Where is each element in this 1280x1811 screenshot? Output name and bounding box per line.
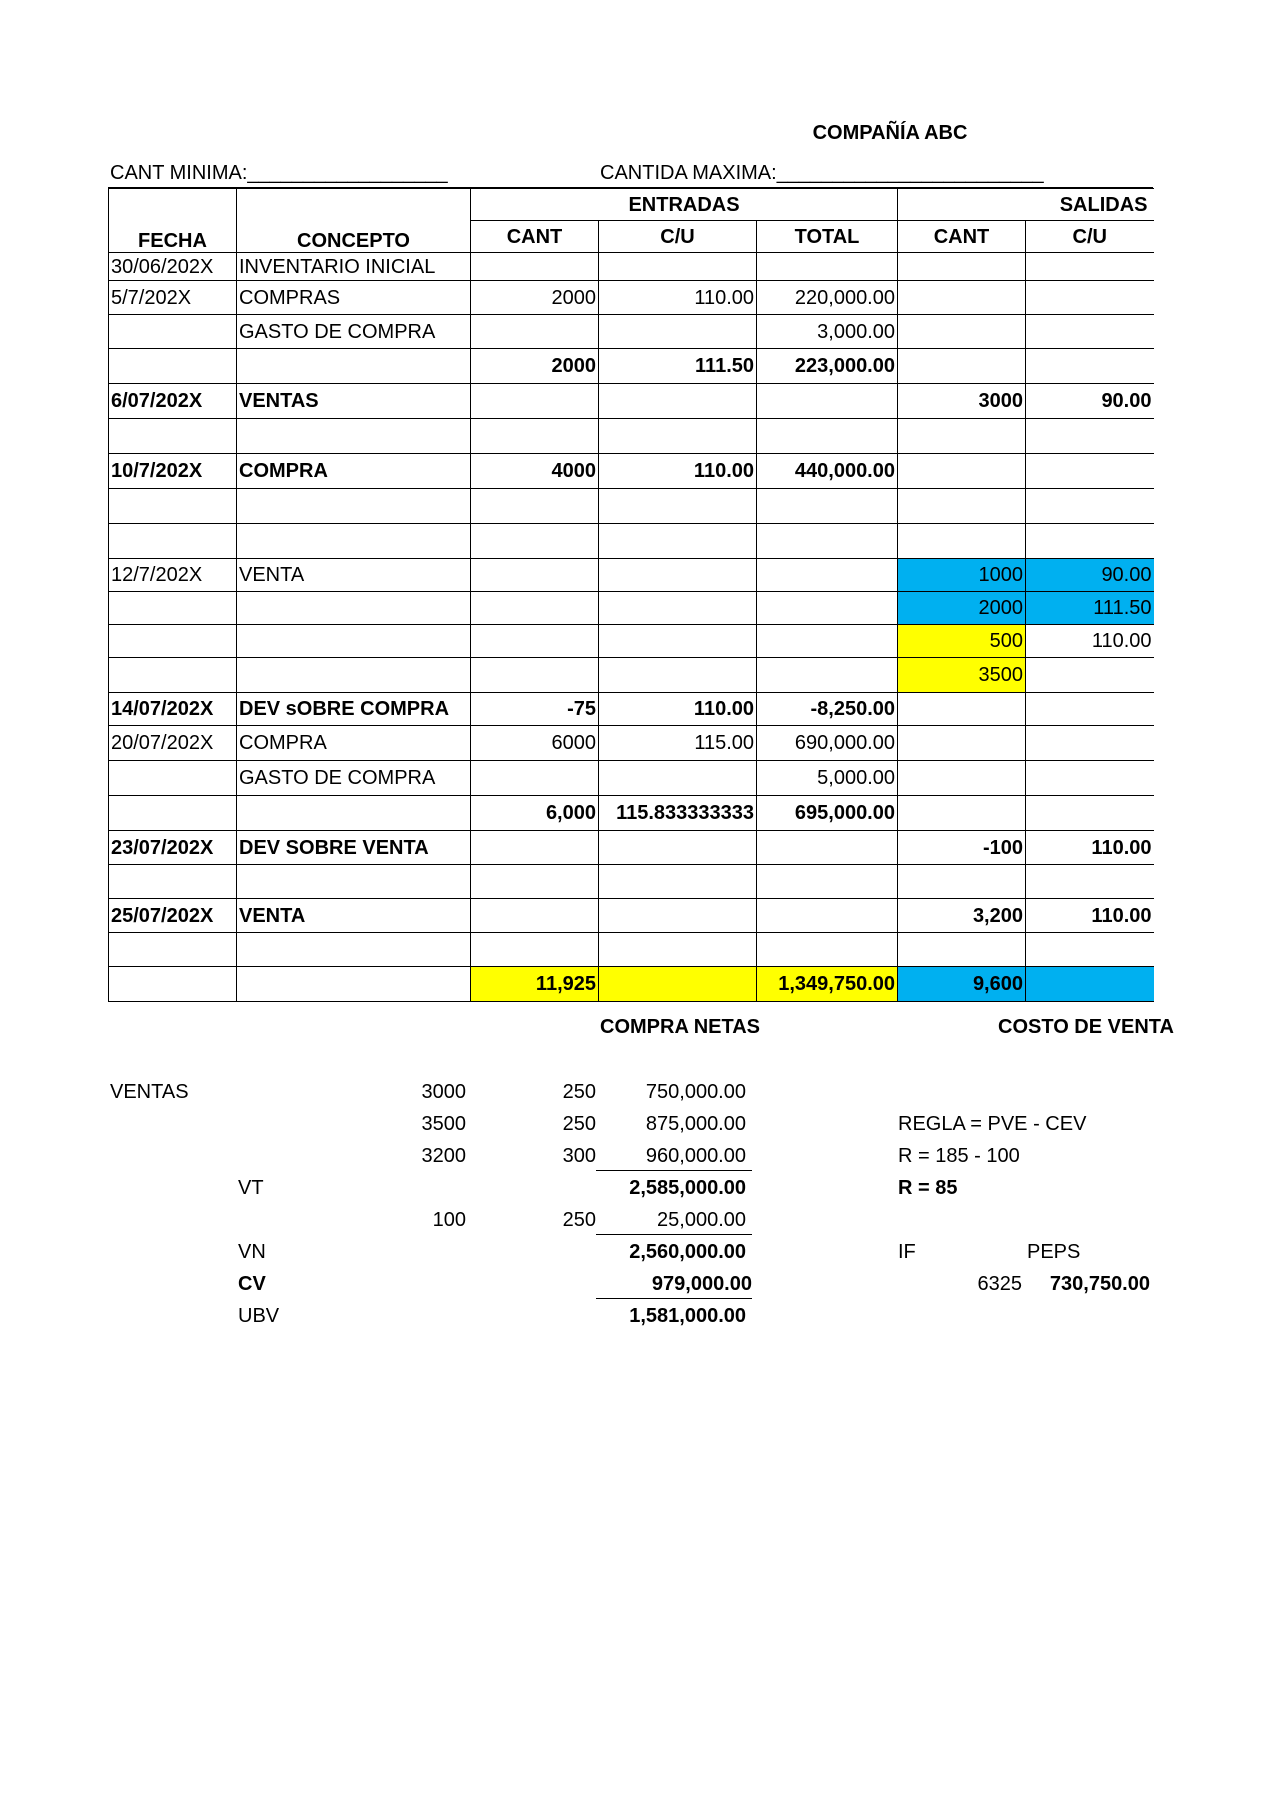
cell-concepto [237, 489, 471, 524]
cell-salidas-cu [1026, 419, 1154, 454]
cell-entradas-total: 220,000.00 [757, 281, 898, 315]
cell-salidas-cu [1026, 489, 1154, 524]
cell-entradas-cu: 115.833333333 [599, 796, 757, 831]
cell-entradas-total [757, 253, 898, 281]
cell-entradas-total [757, 625, 898, 658]
table-row [109, 967, 1154, 1002]
cell-entradas-total: 1,349,750.00 [757, 967, 898, 1002]
dev-total: 25,000.00 [657, 1209, 746, 1231]
cell-entradas-cant: 6,000 [471, 796, 599, 831]
cell-entradas-cu [599, 625, 757, 658]
cell-salidas-cu [1026, 658, 1154, 693]
cell-entradas-cu [599, 865, 757, 899]
cell-salidas-cu [1026, 349, 1154, 384]
cell-entradas-cu [599, 761, 757, 796]
cell-salidas-cant [898, 693, 1026, 726]
cell-entradas-cu [599, 315, 757, 349]
ventas-label: VENTAS [110, 1081, 189, 1103]
cell-entradas-cant [471, 592, 599, 625]
table-row [109, 524, 1154, 559]
cell-concepto: VENTAS [237, 384, 471, 419]
table-row [109, 726, 1154, 761]
table-row [109, 559, 1154, 592]
cell-entradas-cu [599, 831, 757, 865]
cell-fecha: 14/07/202X [109, 693, 237, 726]
table-row [109, 933, 1154, 967]
cell-fecha: 10/7/202X [109, 454, 237, 489]
cell-entradas-cant [471, 489, 599, 524]
cell-entradas-total [757, 559, 898, 592]
cell-concepto: DEV SOBRE VENTA [237, 831, 471, 865]
cell-fecha: 5/7/202X [109, 281, 237, 315]
table-row [109, 489, 1154, 524]
header-entradas-total: TOTAL [757, 221, 898, 253]
cell-entradas-cu: 110.00 [599, 454, 757, 489]
sum-underline-3 [596, 1298, 752, 1299]
cell-entradas-cant [471, 253, 599, 281]
cell-concepto [237, 796, 471, 831]
cell-entradas-cant [471, 761, 599, 796]
header-fecha: FECHA [109, 189, 237, 253]
cell-salidas-cu [1026, 315, 1154, 349]
header-entradas-cu: C/U [599, 221, 757, 253]
table-row [109, 899, 1154, 933]
cell-entradas-cant [471, 831, 599, 865]
cell-entradas-cant [471, 384, 599, 419]
cell-fecha: 6/07/202X [109, 384, 237, 419]
regla-line-3: R = 85 [898, 1177, 958, 1199]
cell-entradas-total [757, 384, 898, 419]
cell-fecha [109, 625, 237, 658]
cell-entradas-cu: 111.50 [599, 349, 757, 384]
cell-entradas-cu [599, 658, 757, 693]
cell-concepto [237, 625, 471, 658]
cell-concepto [237, 967, 471, 1002]
cell-concepto [237, 349, 471, 384]
cell-fecha: 20/07/202X [109, 726, 237, 761]
table-row [109, 384, 1154, 419]
cell-entradas-total [757, 899, 898, 933]
cell-concepto: GASTO DE COMPRA [237, 315, 471, 349]
cell-salidas-cant: 9,600 [898, 967, 1026, 1002]
cell-salidas-cu [1026, 454, 1154, 489]
ubv-total: 1,581,000.00 [629, 1305, 746, 1327]
vn-total: 2,560,000.00 [629, 1241, 746, 1263]
regla-line-2: R = 185 - 100 [898, 1145, 1020, 1167]
vt-label: VT [238, 1177, 264, 1199]
cell-concepto: COMPRAS [237, 281, 471, 315]
cell-salidas-cant [898, 419, 1026, 454]
cell-salidas-cu [1026, 761, 1154, 796]
cell-concepto [237, 419, 471, 454]
cell-fecha [109, 658, 237, 693]
cell-fecha: 12/7/202X [109, 559, 237, 592]
cell-salidas-cant [898, 796, 1026, 831]
cell-entradas-cu [599, 592, 757, 625]
header-salidas-cant: CANT [898, 221, 1026, 253]
cell-entradas-cu: 115.00 [599, 726, 757, 761]
cell-salidas-cu [1026, 796, 1154, 831]
cell-concepto: DEV sOBRE COMPRA [237, 693, 471, 726]
ventas-price-1: 250 [562, 1081, 596, 1103]
cell-fecha: 23/07/202X [109, 831, 237, 865]
cell-concepto [237, 658, 471, 693]
cell-entradas-cu [599, 489, 757, 524]
cell-entradas-cu [599, 899, 757, 933]
cantidad-maxima-field: CANTIDA MAXIMA:________________________ [600, 162, 1044, 184]
if-qty: 6325 [977, 1273, 1022, 1295]
cell-entradas-cu [599, 384, 757, 419]
cv-total: 979,000.00 [651, 1273, 752, 1295]
cell-entradas-cant: 4000 [471, 454, 599, 489]
cell-entradas-cant [471, 899, 599, 933]
cell-entradas-total [757, 658, 898, 693]
ventas-total-2: 875,000.00 [645, 1113, 746, 1135]
vn-label: VN [238, 1241, 266, 1263]
cell-salidas-cant: 3500 [898, 658, 1026, 693]
ventas-price-3: 300 [562, 1145, 596, 1167]
table-row [109, 761, 1154, 796]
cell-fecha [109, 489, 237, 524]
table-row [109, 796, 1154, 831]
cell-concepto: INVENTARIO INICIAL [237, 253, 471, 281]
sum-underline-2 [596, 1234, 752, 1235]
cell-salidas-cu: 110.00 [1026, 831, 1154, 865]
cell-entradas-total [757, 524, 898, 559]
sum-underline-1 [596, 1170, 752, 1171]
cell-fecha [109, 524, 237, 559]
table-row [109, 865, 1154, 899]
cell-salidas-cu [1026, 693, 1154, 726]
cell-salidas-cant [898, 524, 1026, 559]
table-row [109, 625, 1154, 658]
regla-line-1: REGLA = PVE - CEV [898, 1113, 1087, 1135]
cell-entradas-cu: 110.00 [599, 281, 757, 315]
cell-fecha [109, 592, 237, 625]
vt-total: 2,585,000.00 [629, 1177, 746, 1199]
dev-qty: 100 [432, 1209, 466, 1231]
cell-entradas-total: -8,250.00 [757, 693, 898, 726]
cell-entradas-cu [599, 524, 757, 559]
cell-salidas-cant: 1000 [898, 559, 1026, 592]
cell-entradas-cu: 110.00 [599, 693, 757, 726]
cell-entradas-cant [471, 865, 599, 899]
cell-entradas-cant [471, 524, 599, 559]
cell-entradas-total: 695,000.00 [757, 796, 898, 831]
cell-entradas-total: 690,000.00 [757, 726, 898, 761]
cell-fecha [109, 933, 237, 967]
peps-label: PEPS [1027, 1241, 1081, 1263]
table-row [109, 658, 1154, 693]
cell-fecha [109, 419, 237, 454]
cell-salidas-cu: 90.00 [1026, 384, 1154, 419]
cell-salidas-cu [1026, 933, 1154, 967]
cell-entradas-cu [599, 967, 757, 1002]
cell-fecha [109, 967, 237, 1002]
cell-salidas-cant [898, 489, 1026, 524]
table-row [109, 281, 1154, 315]
cell-salidas-cu [1026, 253, 1154, 281]
cell-entradas-cu [599, 933, 757, 967]
cell-entradas-total [757, 419, 898, 454]
cell-entradas-cant [471, 419, 599, 454]
ventas-qty-1: 3000 [421, 1081, 466, 1103]
cell-salidas-cu [1026, 524, 1154, 559]
table-row [109, 831, 1154, 865]
cell-entradas-cant: 6000 [471, 726, 599, 761]
compra-netas-label: COMPRA NETAS [600, 1016, 760, 1038]
cell-salidas-cant [898, 933, 1026, 967]
cell-entradas-cant [471, 658, 599, 693]
ventas-qty-3: 3200 [421, 1145, 466, 1167]
header-entradas-cant: CANT [471, 221, 599, 253]
cell-entradas-total: 5,000.00 [757, 761, 898, 796]
costo-de-venta-label: COSTO DE VENTA [998, 1016, 1174, 1038]
cell-salidas-cu [1026, 967, 1154, 1002]
cell-entradas-cant [471, 933, 599, 967]
cell-entradas-total: 440,000.00 [757, 454, 898, 489]
cell-salidas-cant: 3000 [898, 384, 1026, 419]
table-row [109, 592, 1154, 625]
table-row [109, 419, 1154, 454]
header-salidas-cu: C/U [1026, 221, 1154, 253]
cell-fecha [109, 761, 237, 796]
ventas-total-1: 750,000.00 [645, 1081, 746, 1103]
cell-entradas-total [757, 933, 898, 967]
cell-entradas-cant [471, 625, 599, 658]
ubv-label: UBV [238, 1305, 280, 1327]
ventas-qty-2: 3500 [421, 1113, 466, 1135]
cell-entradas-cu [599, 253, 757, 281]
cell-entradas-cant [471, 315, 599, 349]
cell-salidas-cant: 2000 [898, 592, 1026, 625]
table-row [109, 315, 1154, 349]
cell-salidas-cu [1026, 281, 1154, 315]
cell-concepto [237, 524, 471, 559]
cell-entradas-cu [599, 419, 757, 454]
cell-salidas-cant: -100 [898, 831, 1026, 865]
cell-concepto: COMPRA [237, 454, 471, 489]
cell-concepto: VENTA [237, 559, 471, 592]
cell-salidas-cu: 110.00 [1026, 899, 1154, 933]
table-row [109, 253, 1154, 281]
cell-fecha [109, 865, 237, 899]
cell-concepto: GASTO DE COMPRA [237, 761, 471, 796]
header-salidas: SALIDAS [898, 189, 1154, 221]
cell-entradas-total [757, 865, 898, 899]
cell-entradas-cant: 2000 [471, 349, 599, 384]
cell-fecha [109, 796, 237, 831]
cell-entradas-total [757, 831, 898, 865]
cell-salidas-cant [898, 281, 1026, 315]
cell-entradas-cant: 2000 [471, 281, 599, 315]
cell-entradas-cu [599, 559, 757, 592]
cell-concepto: VENTA [237, 899, 471, 933]
cell-salidas-cant: 500 [898, 625, 1026, 658]
cell-salidas-cu: 90.00 [1026, 559, 1154, 592]
if-label: IF [898, 1241, 916, 1263]
cell-fecha [109, 315, 237, 349]
cell-salidas-cant [898, 454, 1026, 489]
cell-entradas-total: 3,000.00 [757, 315, 898, 349]
cell-salidas-cu: 110.00 [1026, 625, 1154, 658]
table-row [109, 693, 1154, 726]
cell-fecha: 25/07/202X [109, 899, 237, 933]
cell-salidas-cu: 111.50 [1026, 592, 1154, 625]
if-value: 730,750.00 [1049, 1273, 1150, 1295]
dev-price: 250 [562, 1209, 596, 1231]
cell-entradas-cant [471, 559, 599, 592]
cell-salidas-cant [898, 726, 1026, 761]
cell-salidas-cant [898, 349, 1026, 384]
cell-salidas-cant [898, 761, 1026, 796]
cell-concepto [237, 933, 471, 967]
cant-minima-field: CANT MINIMA:__________________ [110, 162, 448, 184]
cell-entradas-total [757, 489, 898, 524]
table-row [109, 349, 1154, 384]
page-title: COMPAÑÍA ABC [812, 122, 968, 144]
cell-entradas-total: 223,000.00 [757, 349, 898, 384]
cell-entradas-cant: 11,925 [471, 967, 599, 1002]
cell-concepto: COMPRA [237, 726, 471, 761]
cv-label: CV [238, 1273, 266, 1295]
kardex-table [108, 188, 1154, 1002]
cell-concepto [237, 865, 471, 899]
cell-fecha [109, 349, 237, 384]
cell-entradas-cant: -75 [471, 693, 599, 726]
cell-concepto [237, 592, 471, 625]
ventas-price-2: 250 [562, 1113, 596, 1135]
ventas-total-3: 960,000.00 [645, 1145, 746, 1167]
table-row [109, 454, 1154, 489]
cell-entradas-total [757, 592, 898, 625]
cell-salidas-cant [898, 865, 1026, 899]
cell-salidas-cant [898, 315, 1026, 349]
cell-fecha: 30/06/202X [109, 253, 237, 281]
cell-salidas-cu [1026, 726, 1154, 761]
cell-salidas-cant [898, 253, 1026, 281]
cell-salidas-cu [1026, 865, 1154, 899]
cell-salidas-cant: 3,200 [898, 899, 1026, 933]
header-concepto: CONCEPTO [237, 189, 471, 253]
header-entradas: ENTRADAS [471, 189, 898, 221]
